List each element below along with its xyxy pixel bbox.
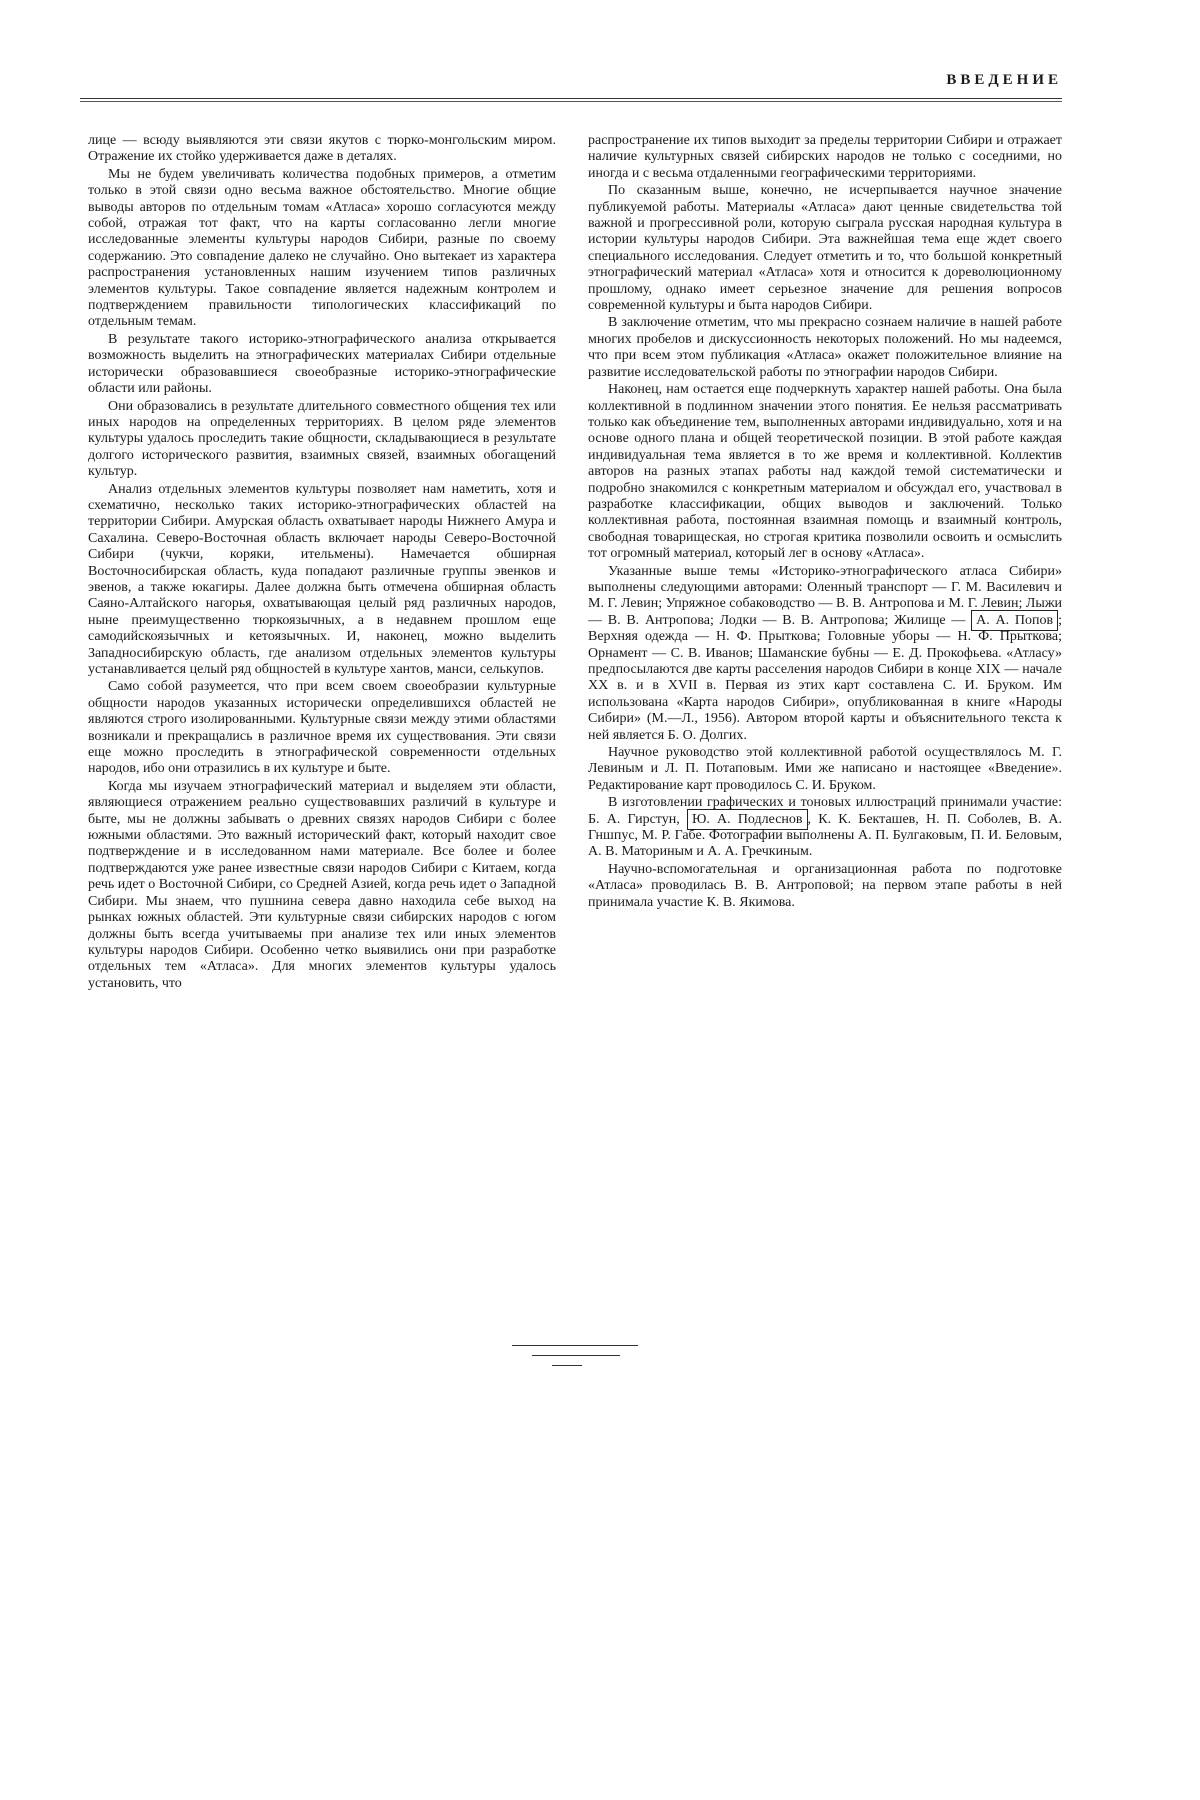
paragraph: Когда мы изучаем этнографический материал и выделяем эти области, являющиеся отражением реально существовавших различий в культуре и быте, мы не должны забывать о древних связях народов Сибири с более южными областями. Это важный исторический факт, который находит свое подтверждение и в исследованном нами материале. Все более и более подтверждаются уже ранее известные связи народов Сибири с Китаем, когда речь идет о Восточной Сибири, со Средней Азией, когда речь идет о Западной Сибири. Мы знаем, что пушнина севера давно находила себе выход на рынках южных областей. Эти культурные связи сибирских народов с югом должны быть всегда учитываемы при анализе тех или иных элементов культуры народов Сибири. Особенно четко выявились они при разработке отдельных тем «Атласа». Для многих элементов культуры удалось установить, что [88, 778, 556, 991]
boxed-name-podlesnov: Ю. А. Подлеснов [687, 809, 808, 830]
paragraph: В заключение отметим, что мы прекрасно сознаем наличие в нашей работе многих пробелов и дискуссионность некоторых положений. Но мы надеемся, что при всем этом публикация «Атласа» окажет положительное влияние на развитие исследовательской работы по этнографии народов Сибири. [588, 315, 1062, 380]
paragraph: В результате такого историко-этнографического анализа открывается возможность выделить на этнографических материалах Сибири отдельные исторически образовавшиеся своеобразные историко-этнографические области или районы. [88, 331, 556, 397]
header-rule [80, 98, 1062, 102]
end-ornament-rule-middle [532, 1355, 620, 1356]
paragraph: По сказанным выше, конечно, не исчерпывается научное значение публикуемой работы. Материалы «Атласа» дают ценные свидетельства той важной и прогрессивной роли, которую сыграла русская народная культура в истории культуры народов Сибири. Эта важнейшая тема еще ждет своего специального исследования. Следует отметить и то, что большой конкретный этнографический материал «Атласа» хотя и относится к дореволюционному прошлому, однако имеет серьезное значение для решения вопросов современной культуры и быта народов Сибири. [588, 183, 1062, 314]
left-column [88, 133, 556, 993]
running-head-title: ВВЕДЕНИЕ [946, 72, 1062, 88]
end-ornament-rule-bottom [552, 1365, 582, 1366]
paragraph: распространение их типов выходит за пределы территории Сибири и отражает наличие культурных связей сибирских народов не только с соседними, но иногда и с весьма отдаленными географическими территориями. [588, 133, 1062, 181]
paragraph: Научное руководство этой коллективной работой осуществлялось М. Г. Левиным и Л. П. Потаповым. Ими же написано и настоящее «Введение». Редактирование карт проводилось С. И. Бруком. [588, 745, 1062, 793]
paragraph-authors [588, 564, 1062, 744]
paragraph-text: В изготовлении графических и тоновых иллюстраций принимали участие: Б. А. Гирстун, [588, 795, 1062, 827]
paragraph: Мы не будем увеличивать количества подобных примеров, а отметим только в этой связи одно весьма важное обстоятельство. Многие общие выводы авторов по отдельным томам «Атласа» хорошо согласуются между собой, отражая тот факт, что на карты согласованно легли многие исследованные элементы культуры народов Сибири, разные по своему содержанию. Это совпадение далеко не случайно. Оно вытекает из характера распространения установленных нашим изучением типов различных элементов культуры. Такое совпадение является надежным контролем и подтверждением правильности типологических классификаций по отдельным темам. [88, 166, 556, 330]
paragraph: Само собой разумеется, что при всем своем своеобразии культурные общности народов указанных исторически определившихся областей не являются строго изолированными. Культурные связи между этими областями возникали и прекращались в различное время их существования. Эти связи еще можно проследить в этнографической современности отдельных народов, ибо они отразились в их культуре и быте. [88, 679, 556, 777]
page-header [80, 72, 1062, 106]
paragraph-text: ; Верхняя одежда — Н. Ф. Прыткова; Головные уборы — Н. Ф. Прыткова; Орнамент — С. В. Иванов; Шаманские бубны — Е. Д. Прокофьева. «Атласу» предпосылаются две карты расселения народов Сибири в конце XIX — начале XX в. и в XVII в. Первая из этих карт составлена С. И. Бруком. Им использована «Карта народов Сибири», опубликованная в книге «Народы Сибири» (М.—Л., 1956). Автором второй карты и объяснительного текста к ней является Б. О. Долгих. [588, 612, 1063, 743]
paragraph: Они образовались в результате длительного совместного общения тех или иных народов на определенных территориях. В целом ряде элементов культуры удалось проследить такие общности, складывающиеся в результате долгого исторического развития, взаимных связей, взаимных обогащений культур. [88, 398, 556, 480]
paragraph-text: , К. К. Бекташев, Н. П. Соболев, В. А. Гншпус, М. Р. Габе. Фотографии выполнены А. П. Булгаковым, П. И. Беловым, А. В. Маториным и А. А. Гречкиным. [588, 811, 1062, 860]
paragraph: Наконец, нам остается еще подчеркнуть характер нашей работы. Она была коллективной в подлинном значении этого понятия. Ее нельзя рассматривать только как объединение тем, выполненных авторами индивидуально, хотя и на основе одного плана и общей теоретической позиции. В этой работе каждая индивидуальная тема является в то же время и коллективной. Коллектив авторов на разных этапах работы над каждой темой систематически и подробно знакомился с конкретным материалом и обсуждал его, участвовал в разработке классификации, общих выводов и заключений. Только коллективная работа, постоянная взаимная помощь и взаимный контроль, свободная товарищеская, но строгая критика позволили освоить и осмыслить тот огромный материал, который лег в основу «Атласа». [588, 382, 1062, 562]
paragraph: Научно-вспомогательная и организационная работа по подготовке «Атласа» проводилась В. В. Антроповой; на первом этапе работы в ней принимала участие К. В. Якимова. [588, 861, 1062, 910]
paragraph-text: Указанные выше темы «Историко-этнографического атласа Сибири» выполнены следующими авторами: Оленный транспорт — Г. М. Василевич и М. Г. Левин; Упряжное собаководство — В. В. Антропова и М. Г. Левин; Лыжи — В. В. Антропова; Лодки — В. В. Антропова; Жилище — [588, 563, 1062, 628]
boxed-name-popov: А. А. Попов [971, 610, 1058, 631]
end-ornament-rule-top [512, 1345, 638, 1346]
paragraph-illustrators [588, 795, 1062, 861]
paragraph: Анализ отдельных элементов культуры позволяет нам наметить, хотя и схематично, несколько таких историко-этнографических областей на территории Сибири. Амурская область охватывает народы Нижнего Амура и Сахалина. Северо-Восточная область включает народы Северо-Восточной Сибири (чукчи, коряки, ительмены). Намечается обширная Восточносибирская область, куда попадают различные группы эвенков и эвенов, а также юкагиры. Далее должна быть отмечена обширная область Саяно-Алтайского нагорья, охватывающая целый ряд различных народов, ныне преимущественно тюркоязычных, а в недавнем прошлом еще самодийскоязычных и кетоязычных. И, наконец, можно выделить Западносибирскую область, где анализом отдельных элементов культуры устанавливается целый ряд общностей в культуре хантов, манси, селькупов. [88, 481, 556, 677]
paragraph: лице — всюду выявляются эти связи якутов с тюрко-монгольским миром. Отражение их стойко удерживается даже в деталях. [88, 133, 556, 165]
right-column [588, 133, 1062, 912]
